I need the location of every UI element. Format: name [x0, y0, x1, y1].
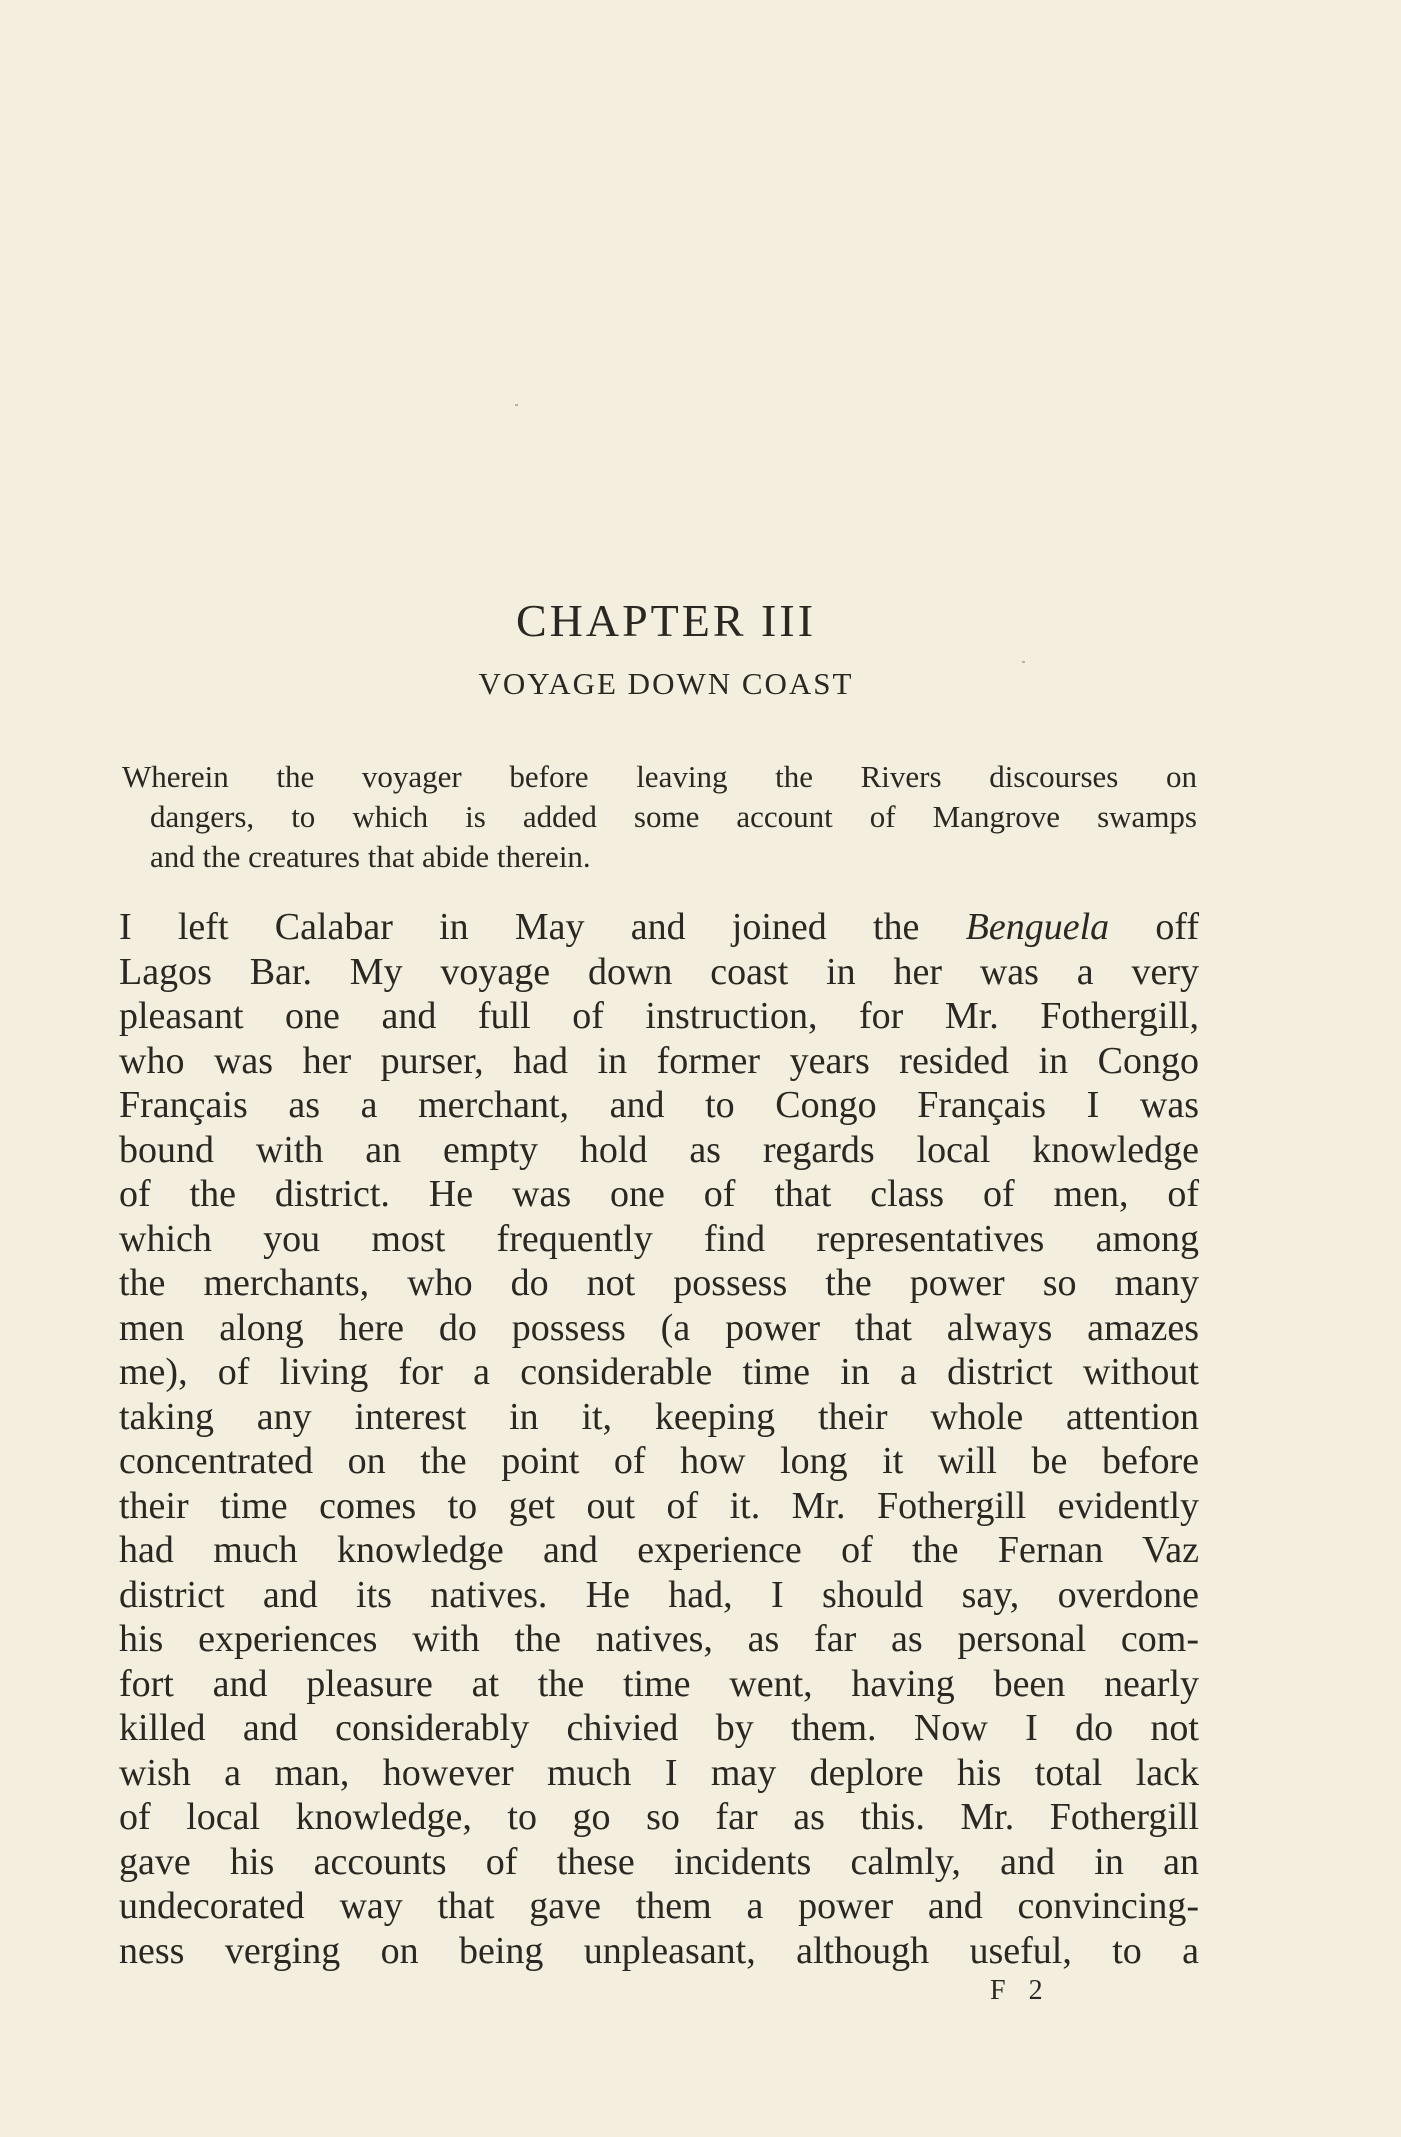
- body-line-text: which you most frequently find representatives among: [119, 1217, 1199, 1260]
- body-line-text: men along here do possess (a power that always amazes: [119, 1306, 1199, 1349]
- body-line: [119, 1929, 1199, 1974]
- body-line: [119, 1172, 1199, 1217]
- summary-line: dangers, to which is added some account of Mangrove swamps: [150, 799, 1197, 834]
- body-line: [119, 1795, 1199, 1840]
- body-line: [119, 1350, 1199, 1395]
- body-text: [119, 905, 1199, 1973]
- body-line-text: off: [1109, 906, 1199, 948]
- body-line-text: ness verging on being unpleasant, although useful, to a: [119, 1929, 1199, 1972]
- ship-name: Benguela: [965, 906, 1110, 948]
- body-line-text: gave his accounts of these incidents calmly, and in an: [119, 1840, 1199, 1883]
- body-line-text: killed and considerably chivied by them. Now I do not: [119, 1707, 1199, 1749]
- paper-speck: [1022, 661, 1025, 663]
- body-line-text: district and its natives. He had, I should say, overdone: [119, 1573, 1199, 1616]
- body-line-text: of local knowledge, to go so far as this. Mr. Fothergill: [119, 1796, 1199, 1838]
- paper-speck: [515, 404, 518, 406]
- body-line: [119, 1751, 1199, 1796]
- body-line-text: I left Calabar in May and joined the: [119, 906, 966, 948]
- folio-signature: F 2: [990, 1975, 1051, 2006]
- body-line: [119, 1439, 1199, 1484]
- body-line: [119, 1306, 1199, 1351]
- body-line: [119, 1884, 1199, 1929]
- summary-line: Wherein the voyager before leaving the Rivers discourses on: [122, 759, 1197, 794]
- body-line: [119, 1484, 1199, 1529]
- body-line: [119, 1840, 1199, 1885]
- body-line-text: had much knowledge and experience of the Fernan Vaz: [119, 1529, 1199, 1571]
- body-line: [119, 1217, 1199, 1262]
- body-line-text: who was her purser, had in former years resided in Congo: [119, 1039, 1199, 1082]
- chapter-heading: CHAPTER III: [515, 594, 817, 646]
- body-line-text: wish a man, however much I may deplore his total lack: [119, 1751, 1199, 1794]
- body-line: [119, 994, 1199, 1039]
- body-line-text: fort and pleasure at the time went, having been nearly: [119, 1662, 1199, 1705]
- body-line: [119, 1706, 1199, 1751]
- body-line-text: the merchants, who do not possess the power so many: [119, 1262, 1199, 1304]
- body-line: [119, 1528, 1199, 1573]
- body-line-text: bound with an empty hold as regards local knowledge: [119, 1128, 1199, 1171]
- body-line: [119, 1083, 1199, 1128]
- body-line-text: me), of living for a considerable time in a district without: [119, 1351, 1199, 1393]
- body-line: [119, 950, 1199, 995]
- body-line: [119, 1573, 1199, 1618]
- body-line-text: their time comes to get out of it. Mr. Fothergill evidently: [119, 1484, 1199, 1527]
- body-line-text: Lagos Bar. My voyage down coast in her was a very: [119, 950, 1199, 993]
- body-line: [119, 1261, 1199, 1306]
- body-line-text: Français as a merchant, and to Congo Français I was: [119, 1084, 1199, 1126]
- body-line-text: undecorated way that gave them a power and convincing-: [119, 1885, 1199, 1927]
- chapter-subtitle: VOYAGE DOWN COAST: [478, 666, 854, 701]
- body-line: [119, 1662, 1199, 1707]
- body-line: [119, 1128, 1199, 1173]
- body-line: [119, 1395, 1199, 1440]
- body-line: [119, 1039, 1199, 1084]
- body-line-text: concentrated on the point of how long it will be before: [119, 1440, 1199, 1482]
- chapter-summary: [122, 757, 1197, 877]
- body-line-text: of the district. He was one of that class of men, of: [119, 1173, 1199, 1215]
- body-line-text: pleasant one and full of instruction, for Mr. Fothergill,: [119, 995, 1199, 1037]
- body-line-text: taking any interest in it, keeping their whole attention: [119, 1395, 1199, 1438]
- body-line-text: his experiences with the natives, as far as personal com-: [119, 1618, 1199, 1660]
- body-line: [119, 905, 1199, 950]
- body-line: [119, 1617, 1199, 1662]
- summary-line: and the creatures that abide therein.: [150, 839, 591, 874]
